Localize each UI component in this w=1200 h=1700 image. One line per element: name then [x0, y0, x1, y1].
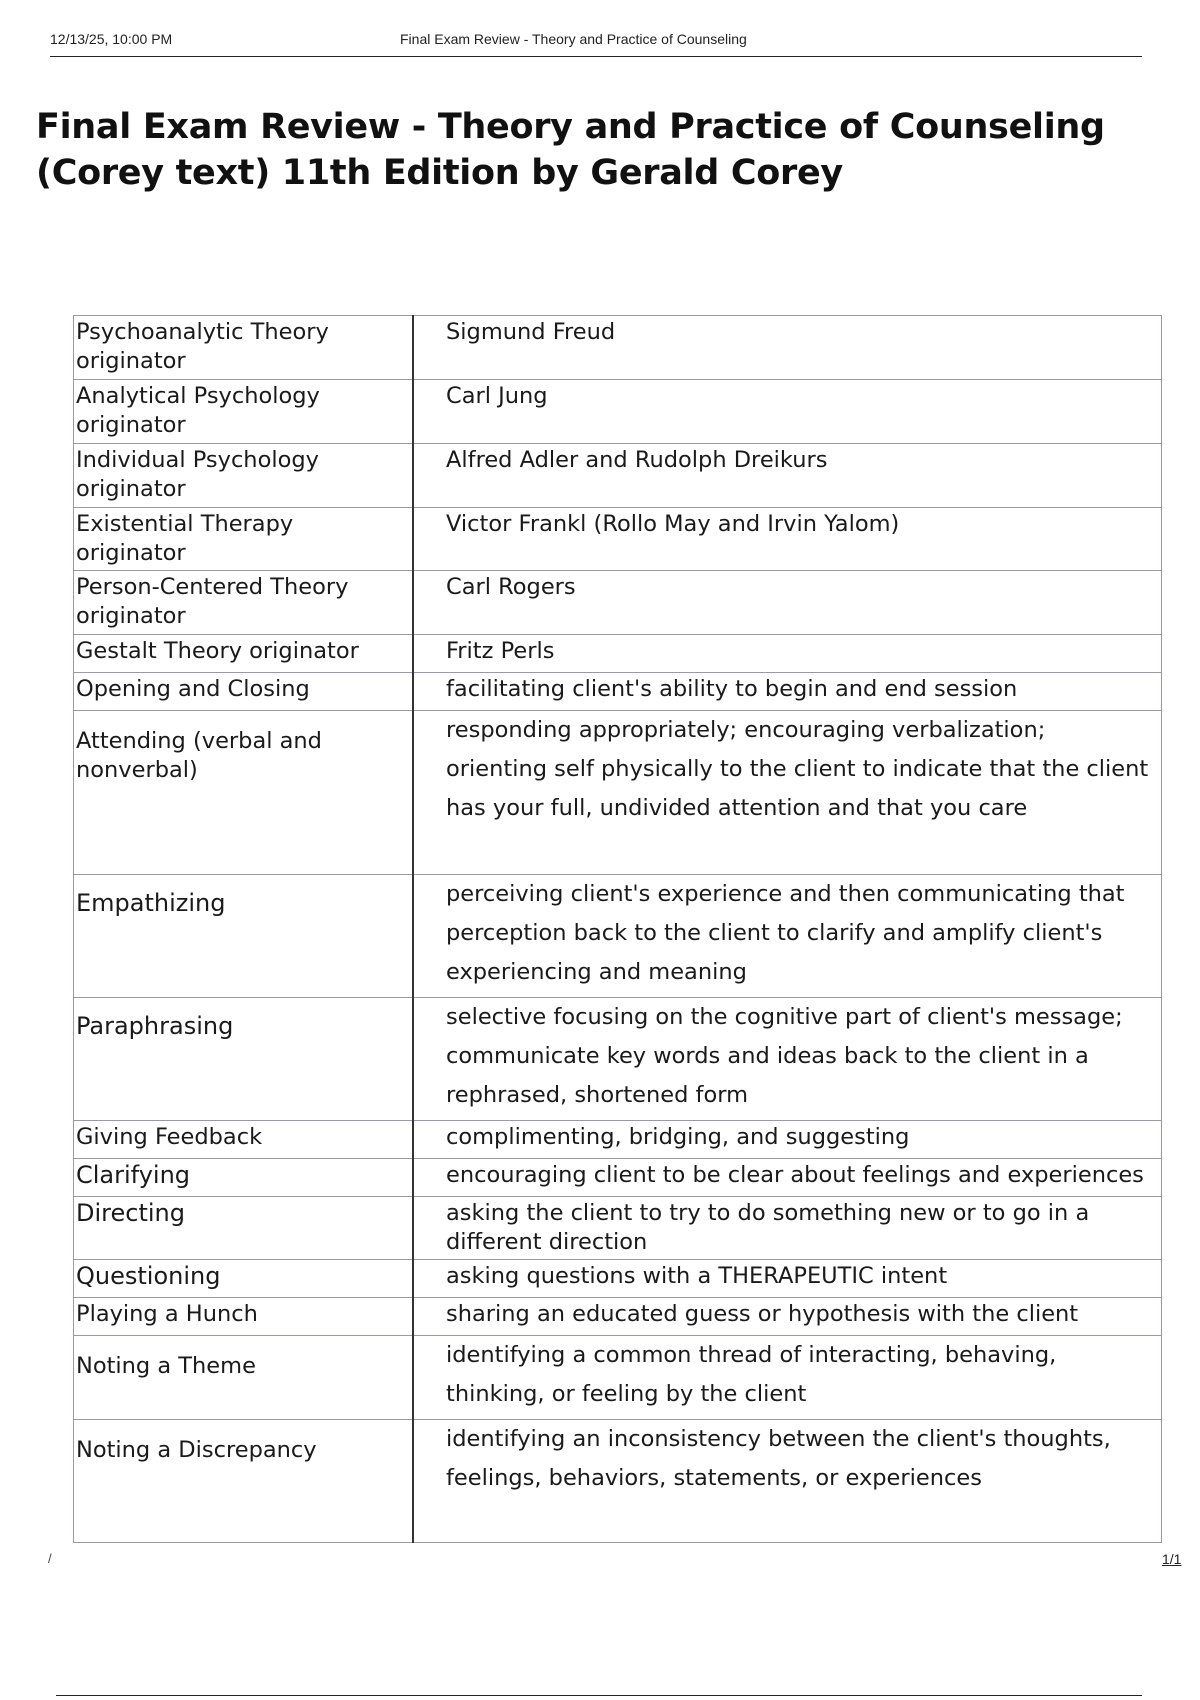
table-row: [74, 1260, 1162, 1298]
table-row: [74, 1197, 1162, 1260]
definition-cell: identifying a common thread of interacting, behaving, thinking, or feeling by the client: [413, 1336, 1162, 1420]
table-row: [74, 1336, 1162, 1420]
term-cell: Analytical Psychology originator: [74, 380, 414, 444]
term-cell: Attending (verbal and nonverbal): [74, 711, 414, 875]
term-cell: Individual Psychology originator: [74, 444, 414, 508]
table-row: [74, 711, 1162, 875]
table-row: [74, 635, 1162, 673]
table-row: [74, 998, 1162, 1121]
page-number: 1/1: [1162, 1551, 1182, 1567]
term-cell: Directing: [74, 1197, 414, 1260]
table-row: [74, 1121, 1162, 1159]
definition-cell: complimenting, bridging, and suggesting: [413, 1121, 1162, 1159]
definition-cell: sharing an educated guess or hypothesis with the client: [413, 1298, 1162, 1336]
definition-cell: Sigmund Freud: [413, 316, 1162, 380]
table-row: [74, 316, 1162, 380]
definition-cell: Alfred Adler and Rudolph Dreikurs: [413, 444, 1162, 508]
definition-cell: asking questions with a THERAPEUTIC intent: [413, 1260, 1162, 1298]
page-title: Final Exam Review - Theory and Practice of Counseling (Corey text) 11th Edition by Gerald Corey: [36, 107, 1105, 193]
term-cell: Person-Centered Theory originator: [74, 571, 414, 635]
table-row: [74, 508, 1162, 571]
term-cell: Paraphrasing: [74, 998, 414, 1121]
definition-cell: Victor Frankl (Rollo May and Irvin Yalom): [413, 508, 1162, 571]
definition-cell: asking the client to try to do something new or to go in a different direction: [413, 1197, 1162, 1260]
definition-cell: perceiving client's experience and then communicating that perception back to the client to clarify and amplify client's experiencing and meaning: [413, 875, 1162, 998]
definition-cell: identifying an inconsistency between the client's thoughts, feelings, behaviors, statements, or experiences: [413, 1420, 1162, 1543]
table-row: [74, 1159, 1162, 1197]
table-row: [74, 673, 1162, 711]
definition-cell: selective focusing on the cognitive part of client's message; communicate key words and ideas back to the client in a rephrased, shortened form: [413, 998, 1162, 1121]
glossary-table: [73, 315, 1162, 1543]
definition-cell: encouraging client to be clear about feelings and experiences: [413, 1159, 1162, 1197]
table-row: [74, 1420, 1162, 1543]
definition-cell: Fritz Perls: [413, 635, 1162, 673]
definition-cell: Carl Jung: [413, 380, 1162, 444]
term-cell: Gestalt Theory originator: [74, 635, 414, 673]
table-row: [74, 380, 1162, 444]
term-cell: Giving Feedback: [74, 1121, 414, 1159]
table-row: [74, 875, 1162, 998]
table-row: [74, 571, 1162, 635]
term-cell: Existential Therapy originator: [74, 508, 414, 571]
term-cell: Empathizing: [74, 875, 414, 998]
term-cell: Opening and Closing: [74, 673, 414, 711]
print-datetime: 12/13/25, 10:00 PM: [50, 31, 173, 47]
bottom-divider: [56, 1695, 1142, 1696]
definition-cell: facilitating client's ability to begin and end session: [413, 673, 1162, 711]
term-cell: Playing a Hunch: [74, 1298, 414, 1336]
footer-mark: /: [48, 1551, 52, 1566]
print-header: [50, 28, 1142, 57]
term-cell: Noting a Theme: [74, 1336, 414, 1420]
term-cell: Noting a Discrepancy: [74, 1420, 414, 1543]
term-cell: Clarifying: [74, 1159, 414, 1197]
table-row: [74, 444, 1162, 508]
definition-cell: Carl Rogers: [413, 571, 1162, 635]
definition-cell: responding appropriately; encouraging verbalization; orienting self physically to the client to indicate that the client has your full, undivided attention and that you care: [413, 711, 1162, 875]
term-cell: Questioning: [74, 1260, 414, 1298]
term-cell: Psychoanalytic Theory originator: [74, 316, 414, 380]
table-row: [74, 1298, 1162, 1336]
print-header-title: Final Exam Review - Theory and Practice of Counseling: [400, 31, 747, 47]
